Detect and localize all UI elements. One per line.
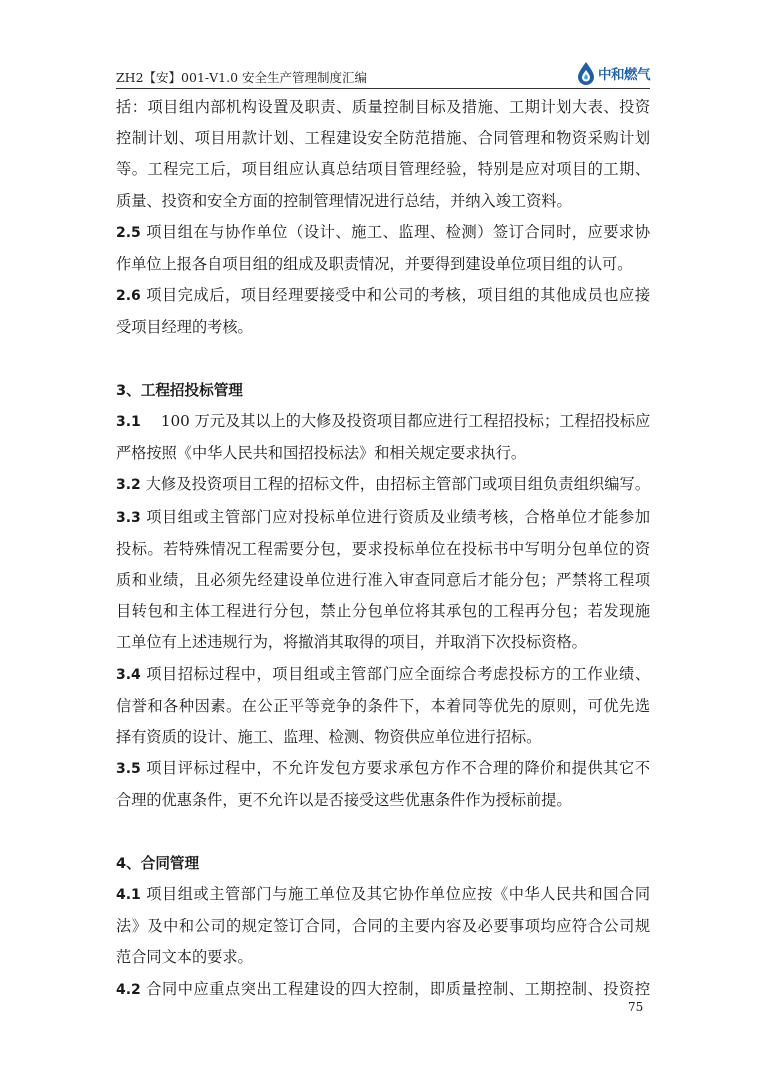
flame-drop-icon: [577, 61, 595, 85]
clause-number: 3.2: [116, 477, 141, 494]
clause-2-6-line: 2.6 项目完成后，项目经理要接受中和公司的考核，项目组的其他成员也应接: [116, 286, 650, 305]
clause-number: 4.1: [116, 887, 141, 904]
clause-4-2-line: 4.2 合同中应重点突出工程建设的四大控制，即质量控制、工期控制、投资控: [116, 979, 650, 998]
clause-3-1-line: 严格按照《中华人民共和国招投标法》和相关规定要求执行。: [116, 444, 527, 463]
clause-3-3-line: 3.3 项目组或主管部门应对投标单位进行资质及业绩考核，合格单位才能参加: [116, 507, 650, 526]
section-gap: [116, 344, 650, 375]
page-number: 75: [628, 1000, 644, 1014]
clause-number: 3.4: [116, 666, 141, 683]
paragraph-line: 括：项目组内部机构设置及职责、质量控制目标及措施、工期计划大表、投资: [116, 98, 650, 116]
clause-3-3-line: 工单位有上述违规行为，将撤消其取得的项目，并取消下次投标资格。: [116, 633, 587, 652]
clause-number: 3.5: [116, 761, 141, 778]
clause-3-1-line: 3.1 100 万元及其以上的大修及投资项目都应进行工程招投标；工程招投标应: [116, 412, 650, 431]
clause-number: 3.1: [116, 414, 141, 431]
clause-4-1-line: 范合同文本的要求。: [116, 948, 253, 967]
clause-3-4-line: 信誉和各种因素。在公正平等竞争的条件下，本着同等优先的原则，可优先选: [116, 696, 650, 715]
clause-3-3-line: 投标。若特殊情况工程需要分包，要求投标单位在投标书中写明分包单位的资: [116, 539, 650, 558]
clause-3-3-line: 目转包和主体工程进行分包，禁止分包单位将其承包的工程再分包；若发现施: [116, 602, 650, 621]
clause-number: 2.5: [116, 224, 141, 241]
clause-3-2-line: 3.2 大修及投资项目工程的招标文件，由招标主管部门或项目组负责组织编写。: [116, 475, 650, 494]
page-header: [116, 60, 650, 89]
paragraph-line: 控制计划、项目用款计划、工程建设安全防范措施、合同管理和物资采购计划: [116, 129, 650, 148]
section-3-heading: 3、工程招投标管理: [116, 381, 243, 399]
clause-3-5-line: 合理的优惠条件，更不允许以是否接受这些优惠条件作为授标前提。: [116, 791, 572, 810]
logo-text: 中和燃气: [598, 67, 650, 83]
paragraph-line: 等。工程完工后，项目组应认真总结项目管理经验，特别是应对项目的工期、: [116, 160, 650, 179]
clause-4-1-line: 4.1 项目组或主管部门与施工单位及其它协作单位应按《中华人民共和国合同: [116, 885, 650, 904]
clause-3-4-line: 择有资质的设计、施工、监理、检测、物资供应单位进行招标。: [116, 728, 542, 747]
section-4-heading: 4、合同管理: [116, 854, 200, 872]
section-gap: [116, 817, 650, 848]
clause-number: 2.6: [116, 288, 141, 305]
clause-2-5-line: 作单位上报各自项目组的组成及职责情况，并要得到建设单位项目组的认可。: [116, 255, 633, 274]
clause-3-3-line: 质和业绩，且必须先经建设单位进行准入审查同意后才能分包；严禁将工程项: [116, 571, 650, 590]
header-title: ZH2【安】001-V1.0 安全生产管理制度汇编: [116, 70, 368, 85]
paragraph-line: 质量、投资和安全方面的控制管理情况进行总结，并纳入竣工资料。: [116, 191, 572, 210]
clause-3-4-line: 3.4 项目招标过程中，项目组或主管部门应全面综合考虑投标方的工作业绩、: [116, 664, 650, 683]
clause-4-1-line: 法》及中和公司的规定签订合同，合同的主要内容及必要事项均应符合公司规: [116, 917, 650, 936]
clause-number: 3.3: [116, 509, 141, 526]
clause-number: 4.2: [116, 981, 141, 998]
company-logo: [577, 60, 650, 86]
clause-2-5-line: 2.5 项目组在与协作单位（设计、施工、监理、检测）签订合同时，应要求协: [116, 222, 650, 241]
clause-3-5-line: 3.5 项目评标过程中，不允许发包方要求承包方作不合理的降价和提供其它不: [116, 759, 650, 778]
clause-2-6-line: 受项目经理的考核。: [116, 318, 253, 337]
document-body: [116, 92, 650, 1006]
